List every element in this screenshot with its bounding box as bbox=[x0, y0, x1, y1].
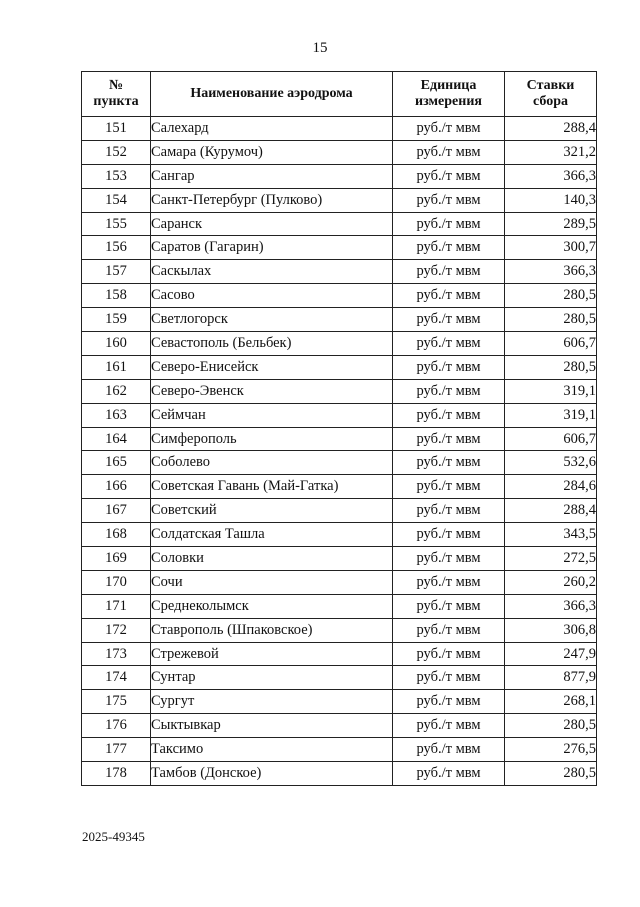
fee-rate: 268,1 bbox=[505, 690, 597, 714]
unit-of-measure: руб./т мвм bbox=[393, 403, 505, 427]
table-row bbox=[82, 642, 597, 666]
row-number: 165 bbox=[82, 451, 151, 475]
row-number: 177 bbox=[82, 738, 151, 762]
fee-rate: 276,5 bbox=[505, 738, 597, 762]
header-rate-line2: сбора bbox=[533, 94, 568, 109]
aerodrome-name: Советский bbox=[151, 499, 393, 523]
table-row bbox=[82, 523, 597, 547]
fee-rate: 366,3 bbox=[505, 594, 597, 618]
aerodrome-name: Среднеколымск bbox=[151, 594, 393, 618]
table-header-row bbox=[82, 72, 597, 117]
aerodrome-name: Сеймчан bbox=[151, 403, 393, 427]
unit-of-measure: руб./т мвм bbox=[393, 236, 505, 260]
table-row bbox=[82, 714, 597, 738]
unit-of-measure: руб./т мвм bbox=[393, 666, 505, 690]
unit-of-measure: руб./т мвм bbox=[393, 427, 505, 451]
row-number: 176 bbox=[82, 714, 151, 738]
table-row bbox=[82, 451, 597, 475]
table-row bbox=[82, 547, 597, 571]
row-number: 167 bbox=[82, 499, 151, 523]
row-number: 170 bbox=[82, 570, 151, 594]
fee-rate: 280,5 bbox=[505, 714, 597, 738]
fee-rate: 366,3 bbox=[505, 260, 597, 284]
table-row bbox=[82, 499, 597, 523]
header-rate-line1: Ставки bbox=[526, 78, 575, 93]
table-row bbox=[82, 236, 597, 260]
row-number: 175 bbox=[82, 690, 151, 714]
fee-rate: 289,5 bbox=[505, 212, 597, 236]
aerodrome-name: Ставрополь (Шпаковское) bbox=[151, 618, 393, 642]
table-row bbox=[82, 570, 597, 594]
tariff-table bbox=[81, 71, 597, 786]
document-id: 2025-49345 bbox=[82, 829, 145, 844]
fee-rate: 300,7 bbox=[505, 236, 597, 260]
aerodrome-name: Салехард bbox=[151, 117, 393, 141]
row-number: 159 bbox=[82, 308, 151, 332]
aerodrome-name: Сунтар bbox=[151, 666, 393, 690]
fee-rate: 280,5 bbox=[505, 355, 597, 379]
row-number: 155 bbox=[82, 212, 151, 236]
fee-rate: 366,3 bbox=[505, 164, 597, 188]
aerodrome-name: Советская Гавань (Май-Гатка) bbox=[151, 475, 393, 499]
aerodrome-name: Соловки bbox=[151, 547, 393, 571]
fee-rate: 288,4 bbox=[505, 117, 597, 141]
aerodrome-name: Симферополь bbox=[151, 427, 393, 451]
row-number: 152 bbox=[82, 140, 151, 164]
aerodrome-name: Стрежевой bbox=[151, 642, 393, 666]
row-number: 156 bbox=[82, 236, 151, 260]
aerodrome-name: Сангар bbox=[151, 164, 393, 188]
unit-of-measure: руб./т мвм bbox=[393, 762, 505, 786]
fee-rate: 306,8 bbox=[505, 618, 597, 642]
table-row bbox=[82, 403, 597, 427]
unit-of-measure: руб./т мвм bbox=[393, 594, 505, 618]
fee-rate: 606,7 bbox=[505, 427, 597, 451]
row-number: 178 bbox=[82, 762, 151, 786]
table-row bbox=[82, 618, 597, 642]
row-number: 171 bbox=[82, 594, 151, 618]
fee-rate: 288,4 bbox=[505, 499, 597, 523]
row-number: 154 bbox=[82, 188, 151, 212]
unit-of-measure: руб./т мвм bbox=[393, 379, 505, 403]
aerodrome-name: Севастополь (Бельбек) bbox=[151, 332, 393, 356]
table-row bbox=[82, 379, 597, 403]
row-number: 172 bbox=[82, 618, 151, 642]
unit-of-measure: руб./т мвм bbox=[393, 164, 505, 188]
row-number: 166 bbox=[82, 475, 151, 499]
unit-of-measure: руб./т мвм bbox=[393, 499, 505, 523]
aerodrome-name: Сочи bbox=[151, 570, 393, 594]
aerodrome-name: Светлогорск bbox=[151, 308, 393, 332]
fee-rate: 319,1 bbox=[505, 403, 597, 427]
unit-of-measure: руб./т мвм bbox=[393, 475, 505, 499]
row-number: 162 bbox=[82, 379, 151, 403]
aerodrome-name: Сургут bbox=[151, 690, 393, 714]
table-row bbox=[82, 164, 597, 188]
aerodrome-name: Саранск bbox=[151, 212, 393, 236]
unit-of-measure: руб./т мвм bbox=[393, 451, 505, 475]
fee-rate: 877,9 bbox=[505, 666, 597, 690]
row-number: 160 bbox=[82, 332, 151, 356]
aerodrome-name: Тамбов (Донское) bbox=[151, 762, 393, 786]
aerodrome-name: Северо-Эвенск bbox=[151, 379, 393, 403]
table-row bbox=[82, 427, 597, 451]
row-number: 174 bbox=[82, 666, 151, 690]
aerodrome-name: Самара (Курумоч) bbox=[151, 140, 393, 164]
table-body bbox=[82, 117, 597, 786]
fee-rate: 343,5 bbox=[505, 523, 597, 547]
aerodrome-name: Саратов (Гагарин) bbox=[151, 236, 393, 260]
unit-of-measure: руб./т мвм bbox=[393, 212, 505, 236]
unit-of-measure: руб./т мвм bbox=[393, 308, 505, 332]
header-unit bbox=[393, 72, 505, 117]
header-num bbox=[82, 72, 151, 117]
aerodrome-name: Сасово bbox=[151, 284, 393, 308]
unit-of-measure: руб./т мвм bbox=[393, 618, 505, 642]
fee-rate: 280,5 bbox=[505, 284, 597, 308]
unit-of-measure: руб./т мвм bbox=[393, 547, 505, 571]
row-number: 158 bbox=[82, 284, 151, 308]
unit-of-measure: руб./т мвм bbox=[393, 642, 505, 666]
table-row bbox=[82, 260, 597, 284]
aerodrome-name: Солдатская Ташла bbox=[151, 523, 393, 547]
table-row bbox=[82, 355, 597, 379]
fee-rate: 280,5 bbox=[505, 308, 597, 332]
unit-of-measure: руб./т мвм bbox=[393, 332, 505, 356]
table-row bbox=[82, 117, 597, 141]
aerodrome-name: Таксимо bbox=[151, 738, 393, 762]
row-number: 173 bbox=[82, 642, 151, 666]
table-row bbox=[82, 666, 597, 690]
table-row bbox=[82, 594, 597, 618]
aerodrome-name: Сыктывкар bbox=[151, 714, 393, 738]
row-number: 151 bbox=[82, 117, 151, 141]
header-unit-line1: Единица bbox=[420, 78, 477, 93]
row-number: 168 bbox=[82, 523, 151, 547]
fee-rate: 280,5 bbox=[505, 762, 597, 786]
unit-of-measure: руб./т мвм bbox=[393, 140, 505, 164]
fee-rate: 321,2 bbox=[505, 140, 597, 164]
row-number: 169 bbox=[82, 547, 151, 571]
table-row bbox=[82, 212, 597, 236]
row-number: 161 bbox=[82, 355, 151, 379]
unit-of-measure: руб./т мвм bbox=[393, 570, 505, 594]
fee-rate: 247,9 bbox=[505, 642, 597, 666]
header-unit-line2: измерения bbox=[415, 94, 482, 109]
unit-of-measure: руб./т мвм bbox=[393, 355, 505, 379]
unit-of-measure: руб./т мвм bbox=[393, 523, 505, 547]
row-number: 163 bbox=[82, 403, 151, 427]
table-row bbox=[82, 690, 597, 714]
header-num-line2: пункта bbox=[93, 94, 139, 109]
table-row bbox=[82, 284, 597, 308]
fee-rate: 319,1 bbox=[505, 379, 597, 403]
header-name: Наименование аэродрома bbox=[151, 72, 393, 117]
unit-of-measure: руб./т мвм bbox=[393, 714, 505, 738]
row-number: 164 bbox=[82, 427, 151, 451]
unit-of-measure: руб./т мвм bbox=[393, 188, 505, 212]
table-row bbox=[82, 332, 597, 356]
table-row bbox=[82, 475, 597, 499]
fee-rate: 606,7 bbox=[505, 332, 597, 356]
page-number: 15 bbox=[312, 40, 328, 56]
fee-rate: 532,6 bbox=[505, 451, 597, 475]
header-rate bbox=[505, 72, 597, 117]
unit-of-measure: руб./т мвм bbox=[393, 260, 505, 284]
fee-rate: 260,2 bbox=[505, 570, 597, 594]
unit-of-measure: руб./т мвм bbox=[393, 117, 505, 141]
aerodrome-name: Северо-Енисейск bbox=[151, 355, 393, 379]
table-row bbox=[82, 140, 597, 164]
unit-of-measure: руб./т мвм bbox=[393, 284, 505, 308]
fee-rate: 272,5 bbox=[505, 547, 597, 571]
fee-rate: 284,6 bbox=[505, 475, 597, 499]
aerodrome-name: Соболево bbox=[151, 451, 393, 475]
table-row bbox=[82, 188, 597, 212]
header-num-line1: № bbox=[108, 78, 124, 93]
row-number: 157 bbox=[82, 260, 151, 284]
table-row bbox=[82, 738, 597, 762]
aerodrome-name: Саскылах bbox=[151, 260, 393, 284]
aerodrome-name: Санкт-Петербург (Пулково) bbox=[151, 188, 393, 212]
table-row bbox=[82, 762, 597, 786]
unit-of-measure: руб./т мвм bbox=[393, 738, 505, 762]
table-row bbox=[82, 308, 597, 332]
row-number: 153 bbox=[82, 164, 151, 188]
unit-of-measure: руб./т мвм bbox=[393, 690, 505, 714]
fee-rate: 140,3 bbox=[505, 188, 597, 212]
